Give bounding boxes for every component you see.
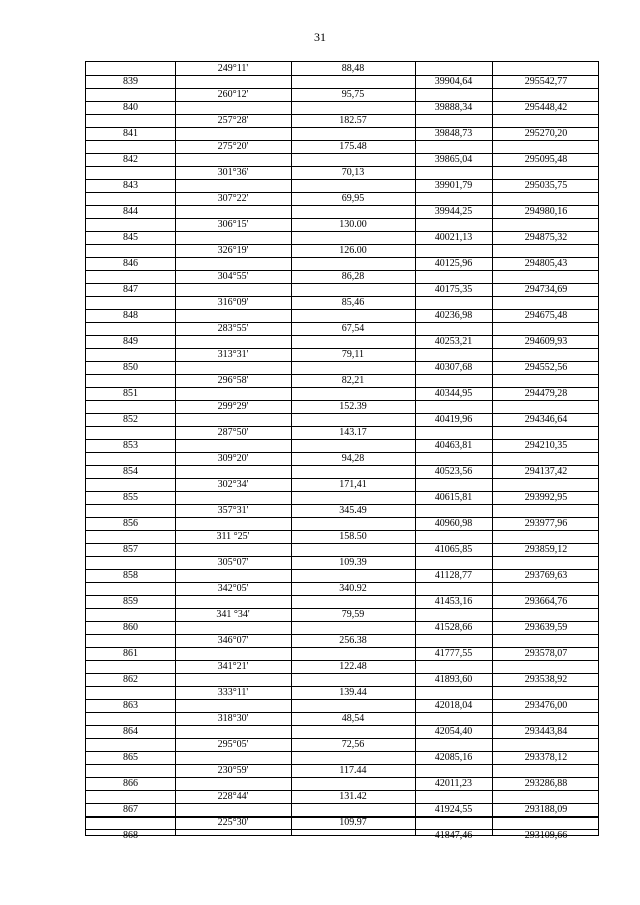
coordinate-x: 40236,98	[434, 310, 473, 321]
segment-length: 85,46	[341, 297, 365, 308]
coordinate-y: 293578,07	[524, 648, 568, 659]
coordinate-y: 293639,59	[524, 622, 568, 633]
point-number: 854	[123, 466, 138, 477]
direction-angle: 357°31'	[217, 505, 249, 516]
coordinate-y: 293378,12	[524, 752, 568, 763]
direction-angle: 307°22'	[217, 193, 249, 204]
coordinate-y: 294805,43	[524, 258, 568, 269]
segment-length: 109.39	[339, 557, 367, 568]
segment-length: 82,21	[341, 375, 365, 386]
segment-length: 79,59	[341, 609, 365, 620]
point-number: 845	[123, 232, 138, 243]
coordinate-x: 40344,95	[434, 388, 473, 399]
coordinate-y: 294675,48	[524, 310, 568, 321]
segment-length: 126.00	[339, 245, 367, 256]
direction-angle: 346°07'	[217, 635, 249, 646]
point-number: 850	[123, 362, 138, 373]
point-number: 865	[123, 752, 138, 763]
segment-length: 340.92	[339, 583, 367, 594]
point-number: 868	[123, 830, 138, 841]
coordinate-x: 39901,79	[434, 180, 473, 191]
direction-angle: 311 °25'	[216, 531, 250, 542]
segment-length: 72,56	[341, 739, 365, 750]
point-number: 863	[123, 700, 138, 711]
direction-angle: 313°31'	[217, 349, 249, 360]
coordinate-x: 41893,60	[434, 674, 473, 685]
segment-length: 152.39	[339, 401, 367, 412]
coordinate-y: 293109,66	[524, 830, 568, 841]
segment-length: 70,13	[341, 167, 365, 178]
coordinate-y: 293992,95	[524, 492, 568, 503]
coordinate-x: 40960,98	[434, 518, 473, 529]
coordinate-y: 293664,76	[524, 596, 568, 607]
point-number: 858	[123, 570, 138, 581]
segment-length: 117.44	[339, 765, 367, 776]
coordinate-y: 294552,56	[524, 362, 568, 373]
coordinate-x: 40021,13	[434, 232, 473, 243]
point-number: 849	[123, 336, 138, 347]
segment-length: 131.42	[339, 791, 367, 802]
direction-angle: 225°30'	[217, 817, 249, 828]
segment-length: 67,54	[341, 323, 365, 334]
coordinate-x: 40307,68	[434, 362, 473, 373]
segment-length: 94,28	[341, 453, 365, 464]
direction-angle: 249°11'	[217, 63, 249, 74]
point-number: 857	[123, 544, 138, 555]
coordinate-y: 293476,00	[524, 700, 568, 711]
point-number: 846	[123, 258, 138, 269]
point-number: 847	[123, 284, 138, 295]
point-number: 855	[123, 492, 138, 503]
coordinate-y: 294875,32	[524, 232, 568, 243]
page-number: 31	[314, 30, 326, 44]
coordinate-y: 293859,12	[524, 544, 568, 555]
point-number: 862	[123, 674, 138, 685]
coordinate-y: 295270,20	[524, 128, 568, 139]
point-number: 844	[123, 206, 138, 217]
coordinate-x: 41128,77	[434, 570, 473, 581]
direction-angle: 341°21'	[217, 661, 249, 672]
point-number: 840	[123, 102, 138, 113]
coordinate-x: 41777,55	[434, 648, 473, 659]
coordinate-y: 294980,16	[524, 206, 568, 217]
coordinates-table	[85, 61, 599, 841]
segment-length: 345.49	[339, 505, 367, 516]
segment-length: 69,95	[341, 193, 365, 204]
segment-length: 256.38	[339, 635, 367, 646]
direction-angle: 305°07'	[217, 557, 249, 568]
direction-angle: 304°55'	[217, 271, 249, 282]
coordinate-x: 39904,64	[434, 76, 473, 87]
coordinate-y: 293443,84	[524, 726, 568, 737]
coordinate-x: 41065,85	[434, 544, 473, 555]
direction-angle: 306°15'	[217, 219, 249, 230]
point-number: 851	[123, 388, 138, 399]
coordinate-x: 40175,35	[434, 284, 473, 295]
direction-angle: 295°05'	[217, 739, 249, 750]
direction-angle: 309°20'	[217, 453, 249, 464]
direction-angle: 260°12'	[217, 89, 249, 100]
coordinate-x: 40253,21	[434, 336, 473, 347]
direction-angle: 301°36'	[217, 167, 249, 178]
coordinate-y: 295448,42	[524, 102, 568, 113]
coordinate-x: 40463,81	[434, 440, 473, 451]
coordinate-y: 294609,93	[524, 336, 568, 347]
coordinate-x: 42085,16	[434, 752, 473, 763]
coordinate-y: 293188,09	[524, 804, 568, 815]
coordinate-y: 294137,42	[524, 466, 568, 477]
point-number: 860	[123, 622, 138, 633]
coordinate-x: 39848,73	[434, 128, 473, 139]
segment-length: 79,11	[341, 349, 365, 360]
segment-length: 109.97	[339, 817, 367, 828]
point-number: 842	[123, 154, 138, 165]
direction-angle: 299°29'	[217, 401, 249, 412]
coordinate-y: 295035,75	[524, 180, 568, 191]
coordinate-y: 293538,92	[524, 674, 568, 685]
coordinate-y: 294734,69	[524, 284, 568, 295]
coordinate-y: 294346,64	[524, 414, 568, 425]
point-number: 859	[123, 596, 138, 607]
segment-length: 88,48	[341, 63, 365, 74]
direction-angle: 275°20'	[217, 141, 249, 152]
direction-angle: 318°30'	[217, 713, 249, 724]
direction-angle: 287°50'	[217, 427, 249, 438]
direction-angle: 326°19'	[217, 245, 249, 256]
coordinate-x: 40615,81	[434, 492, 473, 503]
segment-length: 175.48	[339, 141, 367, 152]
coordinate-x: 41847,46	[434, 830, 473, 841]
coordinate-x: 39944,25	[434, 206, 473, 217]
segment-length: 48,54	[341, 713, 365, 724]
coordinate-y: 295542,77	[524, 76, 568, 87]
coordinate-x: 40419,96	[434, 414, 473, 425]
segment-length: 143.17	[339, 427, 367, 438]
coordinate-x: 39865,04	[434, 154, 473, 165]
point-number: 867	[123, 804, 138, 815]
segment-length: 95,75	[341, 89, 365, 100]
coordinate-y: 295095,48	[524, 154, 568, 165]
segment-length: 86,28	[341, 271, 365, 282]
direction-angle: 302°34'	[217, 479, 249, 490]
point-number: 848	[123, 310, 138, 321]
segment-length: 122.48	[339, 661, 367, 672]
segment-length: 130.00	[339, 219, 367, 230]
direction-angle: 283°55'	[217, 323, 249, 334]
coordinate-x: 41453,16	[434, 596, 473, 607]
direction-angle: 257°28'	[217, 115, 249, 126]
point-number: 856	[123, 518, 138, 529]
coordinate-x: 41924,55	[434, 804, 473, 815]
point-number: 839	[123, 76, 138, 87]
direction-angle: 296°58'	[217, 375, 249, 386]
segment-length: 139.44	[339, 687, 367, 698]
coordinate-x: 42018,04	[434, 700, 473, 711]
coordinate-y: 294479,28	[524, 388, 568, 399]
segment-length: 158.50	[339, 531, 367, 542]
coordinate-x: 40523,56	[434, 466, 473, 477]
coordinate-y: 293286,88	[524, 778, 568, 789]
coordinate-y: 294210,35	[524, 440, 568, 451]
direction-angle: 316°09'	[217, 297, 249, 308]
point-number: 841	[123, 128, 138, 139]
direction-angle: 230°59'	[217, 765, 249, 776]
coordinate-x: 42054,40	[434, 726, 473, 737]
point-number: 853	[123, 440, 138, 451]
coordinate-y: 293977,96	[524, 518, 568, 529]
coordinate-x: 42011,23	[434, 778, 473, 789]
coordinate-x: 39888,34	[434, 102, 473, 113]
coordinate-y: 293769,63	[524, 570, 568, 581]
direction-angle: 341 °34'	[216, 609, 250, 620]
segment-length: 182.57	[339, 115, 367, 126]
direction-angle: 333°11'	[217, 687, 249, 698]
direction-angle: 228°44'	[217, 791, 249, 802]
point-number: 866	[123, 778, 138, 789]
direction-angle: 342°05'	[217, 583, 249, 594]
segment-length: 171,41	[339, 479, 367, 490]
point-number: 864	[123, 726, 138, 737]
point-number: 861	[123, 648, 138, 659]
point-number: 852	[123, 414, 138, 425]
coordinate-x: 41528,66	[434, 622, 473, 633]
point-number: 843	[123, 180, 138, 191]
coordinate-x: 40125,96	[434, 258, 473, 269]
